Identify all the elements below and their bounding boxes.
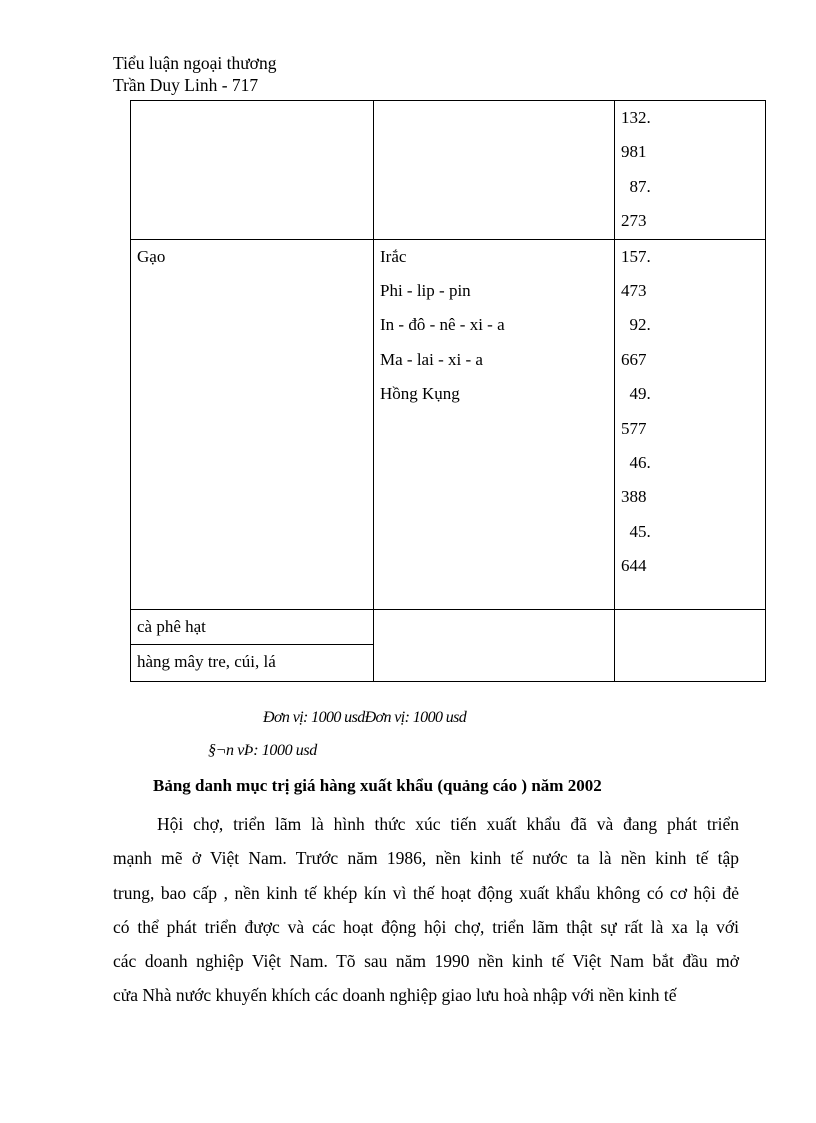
value-line: 388 [621,487,647,507]
product-name: Gạo [137,246,166,266]
header-author: Trần Duy Linh - 717 [113,75,259,95]
value-line: 644 [621,556,647,576]
value-line: 273 [621,211,647,231]
value-line: 473 [621,280,647,300]
value-line: 157. [621,246,651,266]
value-line: 981 [621,142,647,162]
paragraph-line: Hội chợ, triển lãm là hình thức xúc tiến xuất khẩu đã và đang phát triển [157,814,739,834]
table-row [131,239,766,609]
value-line: 667 [621,349,647,369]
value-line: 49. [621,384,651,404]
value-line: 577 [621,418,647,438]
product-cell [131,609,374,681]
country-name: Hồng Kụng [380,384,460,404]
country-cell [374,239,615,609]
paragraph-line: trung, bao cấp , nền kinh tế khép kín vì thế hoạt động xuất khẩu không có cơ hội đẻ [113,882,739,903]
value-line: 87. [621,176,651,196]
paragraph-line: có thể phát triển được và các hoạt động hội chợ, triển lãm thật sự rất là xa lạ với [113,916,739,937]
country-cell [374,609,615,681]
product-name: hàng mây tre, cúi, lá [137,651,276,671]
paragraph-line: cửa Nhà nước khuyến khích các doanh nghiệp giao lưu hoà nhập với nền kinh tế [113,985,677,1006]
unit-note-garbled: §¬n vÞ: 1000 usd [208,742,317,759]
header-title: Tiểu luận ngoại thương [113,53,277,73]
country-name: Ma - lai - xi - a [380,349,483,369]
unit-note: Đơn vị: 1000 usdĐơn vị: 1000 usd [263,709,467,726]
country-cell [374,101,615,240]
export-table [130,100,766,682]
value-cell [615,101,766,240]
value-line: 45. [621,521,651,541]
value-line: 92. [621,315,651,335]
country-name: In - đô - nê - xi - a [380,315,505,335]
paragraph-line: mạnh mẽ ở Việt Nam. Trước năm 1986, nền kinh tế nước ta là nền kinh tế tập [113,848,739,869]
paragraph-line: các doanh nghiệp Việt Nam. Tõ sau năm 1990 nền kinh tế Việt Nam bắt đầu mở [113,951,739,972]
body-paragraph [113,807,739,1013]
product-cell [131,239,374,609]
country-name: Irắc [380,246,407,266]
value-cell [615,609,766,681]
value-line: 46. [621,452,651,472]
table-row [131,609,766,681]
product-cell [131,101,374,240]
product-name: cà phê hạt [131,610,373,645]
table-caption: Bảng danh mục trị giá hàng xuất khẩu (quảng cáo ) năm 2002 [153,776,602,795]
value-line: 132. [621,108,651,127]
country-name: Phi - lip - pin [380,280,471,300]
value-cell [615,239,766,609]
table-row [131,101,766,240]
document-header [113,52,276,96]
